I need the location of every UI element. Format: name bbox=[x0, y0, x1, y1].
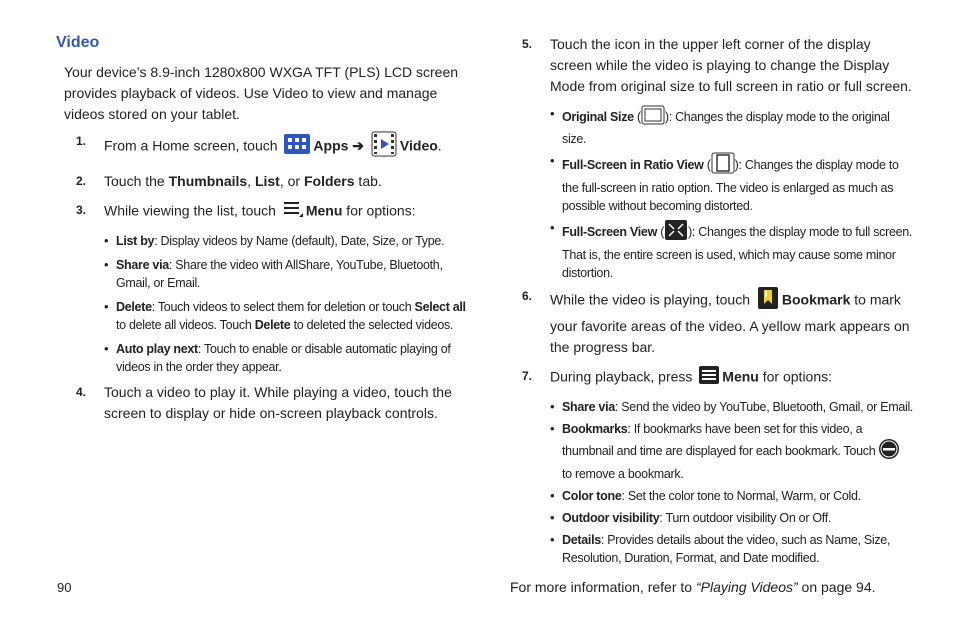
original-size-icon bbox=[641, 105, 665, 130]
list-item bbox=[550, 398, 915, 416]
step-text: From a Home screen, touch bbox=[104, 137, 278, 154]
step-5 bbox=[510, 34, 915, 97]
bullet-text: : Display videos by Name (default), Date, Size, or Type. bbox=[154, 234, 445, 248]
step-6 bbox=[510, 286, 915, 358]
footer-text: For more information, refer to bbox=[510, 579, 696, 595]
bullet-text: ): Changes the display mode to the full-screen in ratio option. The video is enlarged as much as possible without becoming distorted. bbox=[562, 157, 899, 213]
step-3 bbox=[56, 200, 466, 224]
bullet-text: ): Changes the display mode to the original size. bbox=[562, 109, 890, 146]
bullet-term: Share via bbox=[116, 258, 169, 272]
list-item bbox=[550, 420, 915, 483]
bullet-text: : Touch to enable or disable automatic playing of videos in the order they appear. bbox=[116, 342, 451, 374]
list-label: List bbox=[254, 173, 280, 189]
bullet-text: : Send the video by YouTube, Bluetooth, Gmail, or Email. bbox=[614, 400, 914, 414]
list-item bbox=[550, 531, 915, 567]
bullet-text: to remove a bookmark. bbox=[562, 467, 684, 481]
video-app-icon bbox=[371, 131, 397, 163]
punctuation: . bbox=[437, 137, 442, 154]
step-text: for options: bbox=[758, 368, 833, 385]
intro-paragraph: Your device’s 8.9-inch 1280x800 WXGA TFT (PLS) LCD screen provides playback of videos. Use Video to view and manage videos stored on your tablet. bbox=[64, 64, 459, 122]
remove-icon bbox=[878, 438, 900, 465]
bullet-term: Details bbox=[562, 533, 601, 547]
section-heading: Video bbox=[56, 34, 100, 51]
step-text: to mark your favorite areas of the video. A yellow mark appears on the progress bar. bbox=[550, 291, 910, 355]
separator: , or bbox=[279, 173, 304, 189]
bookmark-icon bbox=[757, 286, 779, 316]
step-2 bbox=[56, 171, 466, 192]
step-text: During playback, press bbox=[550, 368, 693, 385]
bullet-term: Full-Screen in Ratio View bbox=[562, 157, 704, 172]
bullet-term: Delete bbox=[116, 300, 152, 314]
list-item bbox=[550, 487, 915, 505]
bullet-text: : Share the video with AllShare, YouTube, Bluetooth, Gmail, or Email. bbox=[116, 258, 443, 290]
step-text: Touch the bbox=[104, 173, 169, 189]
step-text: Touch the icon in the upper left corner of the display screen while the video is playing to change the Display Mode from original size to full screen in ratio or full screen. bbox=[550, 36, 912, 94]
footer-text: on page 94. bbox=[797, 579, 876, 595]
bullet-term: List by bbox=[116, 234, 155, 248]
step-number: 3. bbox=[76, 203, 87, 217]
bullet-text: ( bbox=[633, 109, 641, 124]
step-number: 7. bbox=[522, 369, 533, 383]
menu-icon bbox=[283, 200, 303, 224]
step-text: tab. bbox=[354, 173, 382, 189]
list-item bbox=[104, 232, 466, 250]
bullet-term: Bookmarks bbox=[562, 422, 628, 436]
bullet-text: : If bookmarks have been set for this video, a thumbnail and time are displayed for each bookmark. Touch bbox=[562, 422, 876, 458]
separator: , bbox=[247, 173, 255, 189]
apps-grid-icon bbox=[284, 134, 310, 160]
step-number: 2. bbox=[76, 174, 87, 188]
step-text: While the video is playing, touch bbox=[550, 291, 750, 308]
bullet-term: Full-Screen View bbox=[562, 224, 658, 239]
list-item bbox=[104, 298, 466, 334]
bookmark-label: Bookmark bbox=[781, 291, 851, 308]
step-text: While viewing the list, touch bbox=[104, 202, 276, 219]
list-item bbox=[550, 105, 915, 148]
menu-label: Menu bbox=[305, 202, 343, 219]
step-4 bbox=[56, 382, 466, 424]
bullet-term: Select all bbox=[414, 300, 466, 314]
bullet-term: Delete bbox=[254, 318, 291, 332]
page-number: 90 bbox=[57, 580, 72, 595]
thumbnails-label: Thumbnails bbox=[168, 173, 248, 189]
bullet-text: to deleted the selected videos. bbox=[290, 318, 454, 332]
step-number: 4. bbox=[76, 385, 87, 399]
bullet-text: ): Changes the display mode to full screen. That is, the entire screen is used, which may cause some minor distortion. bbox=[562, 224, 913, 280]
list-item bbox=[104, 340, 466, 376]
step-1 bbox=[56, 131, 466, 163]
menu-label: Menu bbox=[722, 368, 759, 385]
cross-reference-link[interactable]: “Playing Videos” bbox=[695, 579, 798, 595]
bullet-text: : Touch videos to select them for deletion or touch bbox=[151, 300, 415, 314]
right-column bbox=[510, 34, 915, 595]
full-screen-ratio-icon bbox=[711, 152, 735, 179]
list-item bbox=[550, 152, 915, 215]
step-number: 6. bbox=[522, 289, 533, 303]
bullet-text: : Turn outdoor visibility On or Off. bbox=[659, 511, 832, 525]
bullet-text: : Set the color tone to Normal, Warm, or Cold. bbox=[621, 489, 861, 503]
bullet-text: to delete all videos. Touch bbox=[116, 318, 255, 332]
bullet-text: ( bbox=[703, 157, 711, 172]
list-item bbox=[550, 509, 915, 527]
step-number: 5. bbox=[522, 37, 533, 51]
left-column bbox=[56, 34, 466, 432]
full-screen-icon bbox=[664, 219, 688, 246]
step-7 bbox=[510, 366, 915, 390]
bullet-text: ( bbox=[657, 224, 665, 239]
bullet-term: Color tone bbox=[562, 489, 622, 503]
apps-label: Apps ➔ bbox=[313, 137, 365, 154]
step-text: for options: bbox=[342, 202, 416, 219]
list-item bbox=[550, 219, 915, 282]
bullet-term: Outdoor visibility bbox=[562, 511, 660, 525]
bullet-term: Original Size bbox=[562, 109, 634, 124]
bullet-term: Auto play next bbox=[116, 342, 198, 356]
menu-icon bbox=[699, 366, 719, 390]
footer-reference bbox=[510, 579, 915, 595]
bullet-term: Share via bbox=[562, 400, 615, 414]
folders-label: Folders bbox=[303, 173, 355, 189]
bullet-text: : Provides details about the video, such as Name, Size, Resolution, Duration, Format, and Date modified. bbox=[562, 533, 891, 565]
video-label: Video bbox=[399, 137, 438, 154]
step-number: 1. bbox=[76, 134, 87, 148]
list-item bbox=[104, 256, 466, 292]
step-text: Touch a video to play it. While playing a video, touch the screen to display or hide on-screen playback controls. bbox=[104, 384, 452, 421]
